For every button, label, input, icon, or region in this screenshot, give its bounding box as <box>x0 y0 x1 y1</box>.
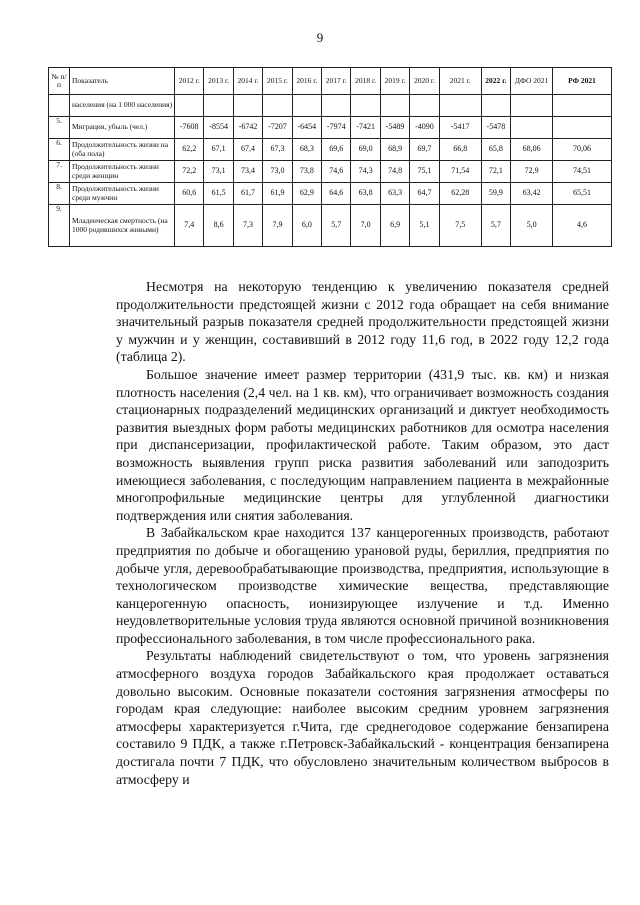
value-cell: 69,6 <box>322 139 351 161</box>
value-cell: 65,8 <box>481 139 510 161</box>
value-cell: 65,51 <box>553 183 612 205</box>
statistics-table <box>48 67 612 247</box>
value-cell: 67,4 <box>233 139 262 161</box>
value-cell: 5,7 <box>322 205 351 247</box>
header-cell: 2015 г. <box>263 68 292 95</box>
header-cell: 2014 г. <box>233 68 262 95</box>
header-cell: 2018 г. <box>351 68 380 95</box>
value-cell: 68,06 <box>511 139 553 161</box>
value-cell: 72,1 <box>481 161 510 183</box>
indicator-cell: Продолжительность жизни среди мужчин <box>70 183 175 205</box>
value-cell: 8,6 <box>204 205 233 247</box>
table-header-row <box>49 68 612 95</box>
value-cell: 63,42 <box>511 183 553 205</box>
value-cell: -5417 <box>439 117 481 139</box>
paragraph: Результаты наблюдений свидетельствуют о том, что уровень загрязнения атмосферного воздуха городов Забайкальского края продолжает оставаться довольно высоким. Основные показатели состояния загрязнения атмосферы по городам края следующие: наиболее высоким средним уровнем загрязнения атмосферы характеризуется г.Чита, где среднегодовое содержание бензапирена составило 9 ПДК, а также г.Петровск-Забайкальский - концентрация бензапирена достигала почти 7 ПДК, что обусловлено значительным количеством выбросов в атмосферу и <box>116 648 609 787</box>
header-cell: 2013 г. <box>204 68 233 95</box>
value-cell: 66,8 <box>439 139 481 161</box>
value-cell: -6742 <box>233 117 262 139</box>
table-row <box>49 205 612 247</box>
value-cell: 6,9 <box>380 205 409 247</box>
value-cell: -8554 <box>204 117 233 139</box>
value-cell: 7,4 <box>175 205 204 247</box>
row-number-cell: 9. <box>49 205 70 247</box>
header-cell: 2021 г. <box>439 68 481 95</box>
value-cell: 6,0 <box>292 205 321 247</box>
header-cell: 2019 г. <box>380 68 409 95</box>
value-cell: 62,2 <box>175 139 204 161</box>
row-number-cell <box>49 95 70 117</box>
table-row <box>49 161 612 183</box>
value-cell: 70,06 <box>553 139 612 161</box>
value-cell: 7,5 <box>439 205 481 247</box>
value-cell: -5489 <box>380 117 409 139</box>
header-cell: РФ 2021 <box>553 68 612 95</box>
header-cell: Показатель <box>70 68 175 95</box>
header-cell: 2022 г. <box>481 68 510 95</box>
value-cell <box>511 95 553 117</box>
value-cell: 4,6 <box>553 205 612 247</box>
value-cell: 71,54 <box>439 161 481 183</box>
header-cell: 2012 г. <box>175 68 204 95</box>
value-cell <box>322 95 351 117</box>
value-cell <box>380 95 409 117</box>
value-cell: 72,9 <box>511 161 553 183</box>
value-cell: 5,0 <box>511 205 553 247</box>
value-cell: 7,3 <box>233 205 262 247</box>
value-cell: 67,1 <box>204 139 233 161</box>
value-cell: -5478 <box>481 117 510 139</box>
value-cell: 60,6 <box>175 183 204 205</box>
value-cell: 64,6 <box>322 183 351 205</box>
value-cell <box>481 95 510 117</box>
header-cell: ДФО 2021 <box>511 68 553 95</box>
value-cell: -6454 <box>292 117 321 139</box>
page-number: 9 <box>316 30 324 45</box>
row-number-cell: 7. <box>49 161 70 183</box>
header-cell: 2017 г. <box>322 68 351 95</box>
value-cell <box>292 95 321 117</box>
table-row <box>49 139 612 161</box>
value-cell: -4090 <box>410 117 439 139</box>
value-cell <box>410 95 439 117</box>
paragraph: В Забайкальском крае находится 137 канцерогенных производств, работают предприятия по добыче и обогащению урановой руды, бериллия, предприятия по добыче угля, деревообрабатывающие производства, предприятия, использующие в технологическом производстве химические вещества, представляющие канцерогенную опасность, ионизирующее излучение и т.д. Именно неудовлетворительные условия труда являются основной причиной возникновения профессионального заболевания, в том числе профессионального рака. <box>116 525 609 646</box>
indicator-cell: Миграция, убыль (чел.) <box>70 117 175 139</box>
value-cell: 69,7 <box>410 139 439 161</box>
value-cell: 73,4 <box>233 161 262 183</box>
value-cell <box>204 95 233 117</box>
value-cell: 62,28 <box>439 183 481 205</box>
value-cell: 62,9 <box>292 183 321 205</box>
paragraph: Большое значение имеет размер территории (431,9 тыс. кв. км) и низкая плотность населения (2,4 чел. на 1 кв. км), что ограничивает возможность создания стационарных подразделений медицинских организаций и диктует необходимость развития выездных форм работы медицинских работников для осмотра населения при диспансеризации, профилактической работе. Таким образом, это даст возможность выявления групп риска развития заболеваний или заподозрить имеющиеся заболевания, с последующим направлением пациента в межрайонные многопрофильные медицинские центры для углубленной диагностики подтверждения или снятия заболевания. <box>116 366 609 523</box>
value-cell: 72,2 <box>175 161 204 183</box>
value-cell: 61,7 <box>233 183 262 205</box>
value-cell: -7207 <box>263 117 292 139</box>
row-number-cell: 8. <box>49 183 70 205</box>
value-cell: 74,51 <box>553 161 612 183</box>
indicator-cell: Младенческая смертность (на 1000 родившихся живыми) <box>70 205 175 247</box>
value-cell <box>553 95 612 117</box>
header-cell: № п/п <box>49 68 70 95</box>
row-number-cell: 5. <box>49 117 70 139</box>
value-cell: 61,5 <box>204 183 233 205</box>
value-cell: 5,7 <box>481 205 510 247</box>
value-cell: 75,1 <box>410 161 439 183</box>
value-cell: 69,0 <box>351 139 380 161</box>
value-cell: 74,8 <box>380 161 409 183</box>
value-cell: -7421 <box>351 117 380 139</box>
indicator-cell: Продолжительность жизни среди женщин <box>70 161 175 183</box>
value-cell: 59,9 <box>481 183 510 205</box>
value-cell: 67,3 <box>263 139 292 161</box>
value-cell <box>553 117 612 139</box>
value-cell <box>175 95 204 117</box>
value-cell: 61,9 <box>263 183 292 205</box>
value-cell <box>511 117 553 139</box>
value-cell: 63,8 <box>351 183 380 205</box>
body-text <box>116 278 609 788</box>
value-cell: 63,3 <box>380 183 409 205</box>
value-cell: 7,0 <box>351 205 380 247</box>
value-cell: 5,1 <box>410 205 439 247</box>
value-cell <box>439 95 481 117</box>
value-cell: 74,3 <box>351 161 380 183</box>
paragraph: Несмотря на некоторую тенденцию к увеличению показателя средней продолжительности предстоящей жизни с 2012 года обращает на себя внимание значительный разрыв показателя средней продолжительности предстоящей жизни у мужчин и у женщин, составивший в 2012 году 11,6 год, в 2022 году 12,2 года (таблица 2). <box>116 279 609 365</box>
row-number-cell: 6. <box>49 139 70 161</box>
value-cell: 64,7 <box>410 183 439 205</box>
indicator-cell: Продолжительность жизни на (оба пола) <box>70 139 175 161</box>
table-row <box>49 95 612 117</box>
value-cell: 68,9 <box>380 139 409 161</box>
value-cell: 73,0 <box>263 161 292 183</box>
value-cell: 7,9 <box>263 205 292 247</box>
value-cell: 73,8 <box>292 161 321 183</box>
table-row <box>49 117 612 139</box>
value-cell: -7974 <box>322 117 351 139</box>
value-cell <box>233 95 262 117</box>
value-cell: 68,3 <box>292 139 321 161</box>
header-cell: 2016 г. <box>292 68 321 95</box>
table-row <box>49 183 612 205</box>
header-cell: 2020 г. <box>410 68 439 95</box>
indicator-cell: населения (на 1 000 населения) <box>70 95 175 117</box>
value-cell <box>263 95 292 117</box>
value-cell: -7608 <box>175 117 204 139</box>
value-cell: 73,1 <box>204 161 233 183</box>
value-cell: 74,6 <box>322 161 351 183</box>
value-cell <box>351 95 380 117</box>
